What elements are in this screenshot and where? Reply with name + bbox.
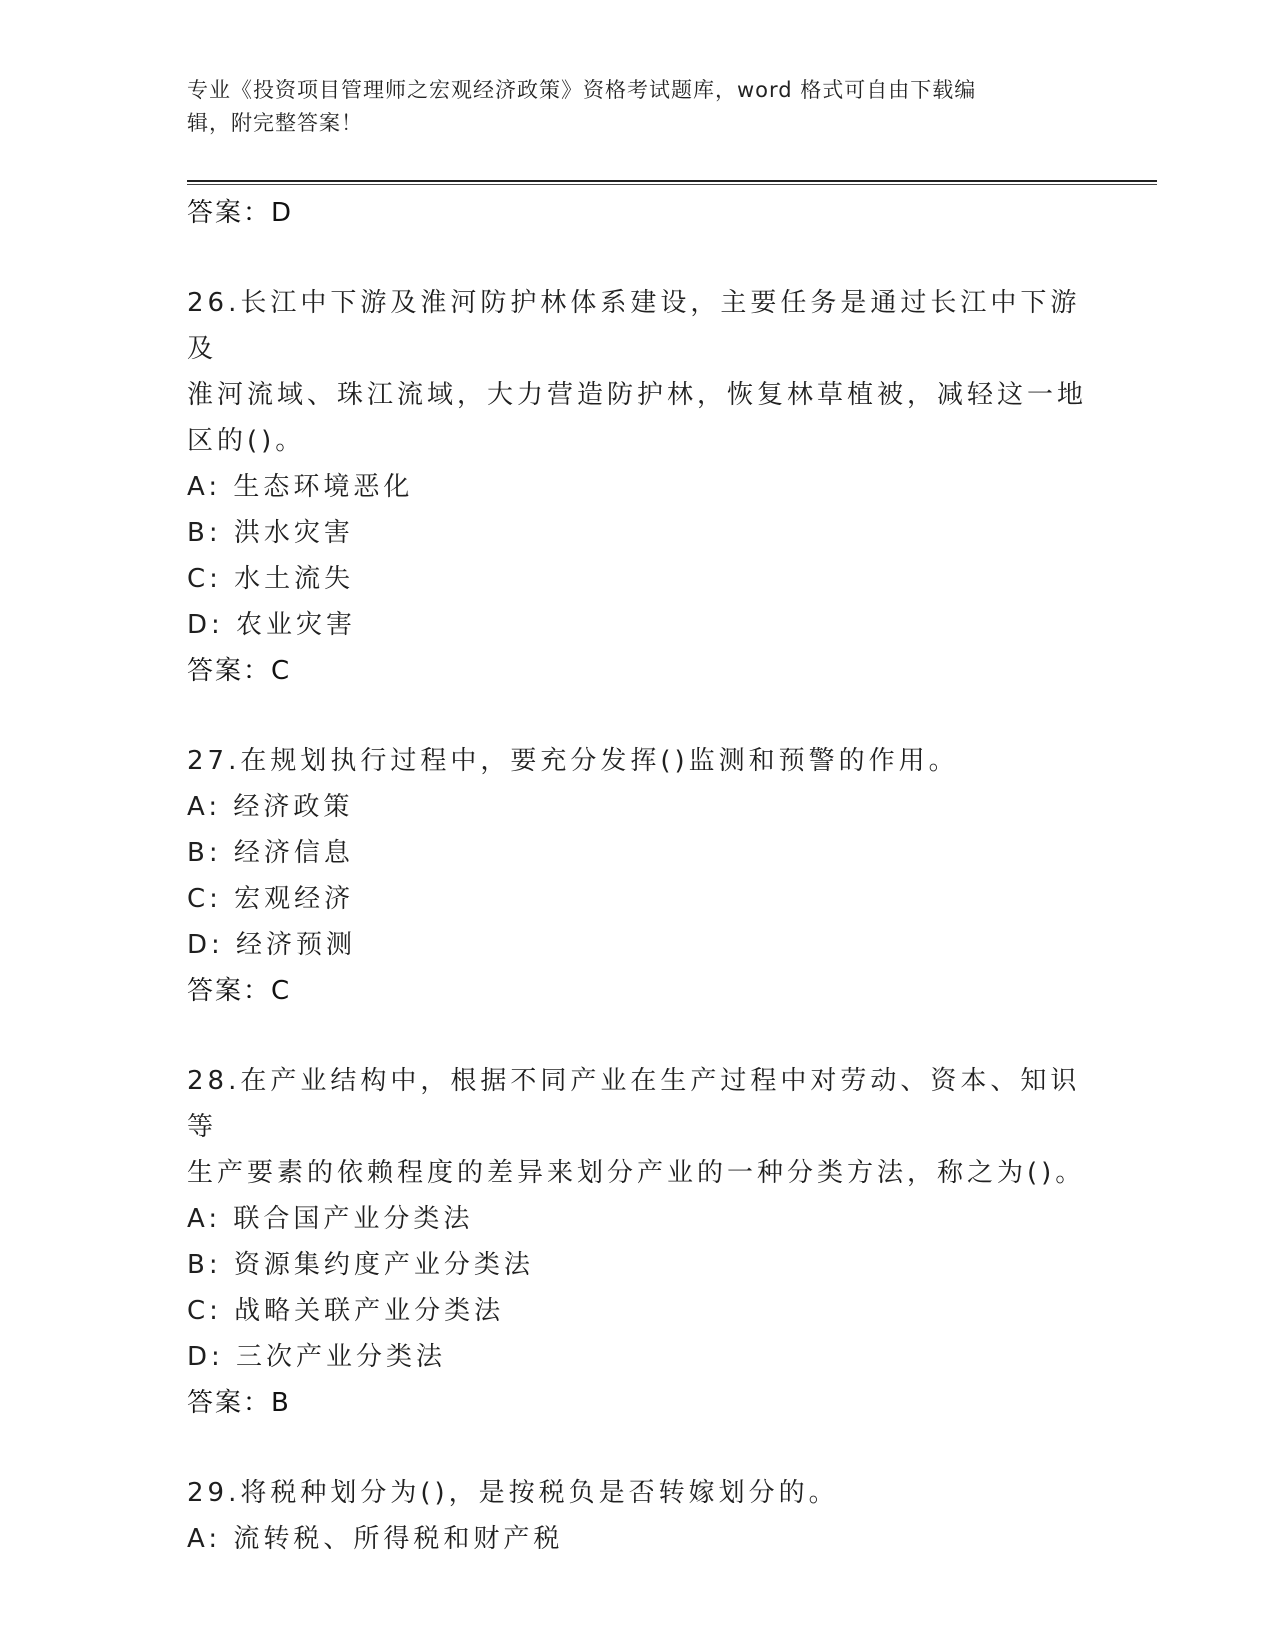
question-stem-line: 28.在产业结构中，根据不同产业在生产过程中对劳动、资本、知识等 <box>187 1066 1081 1142</box>
question-stem-line: 27.在规划执行过程中，要充分发挥()监测和预警的作用。 <box>187 746 959 776</box>
option-a: A: 经济政策 <box>187 792 354 822</box>
header-line-1: 专业《投资项目管理师之宏观经济政策》资格考试题库，word 格式可自由下载编 <box>187 78 977 102</box>
question-stem-line: 淮河流域、珠江流域，大力营造防护林，恢复林草植被，减轻这一地 <box>187 380 1088 410</box>
option-c: C: 战略关联产业分类法 <box>187 1296 505 1326</box>
answer-line: 答案：B <box>187 1388 291 1418</box>
answer-line: 答案：C <box>187 976 292 1006</box>
document-header <box>187 74 1067 140</box>
answer-line: 答案：C <box>187 656 292 686</box>
header-line-2: 辑，附完整答案！ <box>187 111 363 135</box>
option-d: D: 农业灾害 <box>187 610 357 640</box>
option-c: C: 宏观经济 <box>187 884 355 914</box>
option-d: D: 经济预测 <box>187 930 357 960</box>
option-b: B: 经济信息 <box>187 838 354 868</box>
question-list <box>187 190 1087 1562</box>
option-b: B: 资源集约度产业分类法 <box>187 1250 534 1280</box>
option-c: C: 水土流失 <box>187 564 355 594</box>
question-26 <box>187 280 1087 694</box>
question-28 <box>187 1058 1087 1426</box>
question-stem-line: 26.长江中下游及淮河防护林体系建设，主要任务是通过长江中下游及 <box>187 288 1081 364</box>
option-a: A: 流转税、所得税和财产税 <box>187 1524 564 1554</box>
question-stem-line: 29.将税种划分为()，是按税负是否转嫁划分的。 <box>187 1478 839 1508</box>
option-b: B: 洪水灾害 <box>187 518 354 548</box>
question-stem-line: 生产要素的依赖程度的差异来划分产业的一种分类方法，称之为()。 <box>187 1158 1086 1188</box>
option-a: A: 联合国产业分类法 <box>187 1204 474 1234</box>
question-stem-line: 区的()。 <box>187 426 306 456</box>
option-d: D: 三次产业分类法 <box>187 1342 447 1372</box>
question-27 <box>187 738 1087 1014</box>
question-29 <box>187 1470 1087 1562</box>
answer-line: 答案：D <box>187 198 294 228</box>
header-divider <box>187 180 1157 186</box>
option-a: A: 生态环境恶化 <box>187 472 414 502</box>
